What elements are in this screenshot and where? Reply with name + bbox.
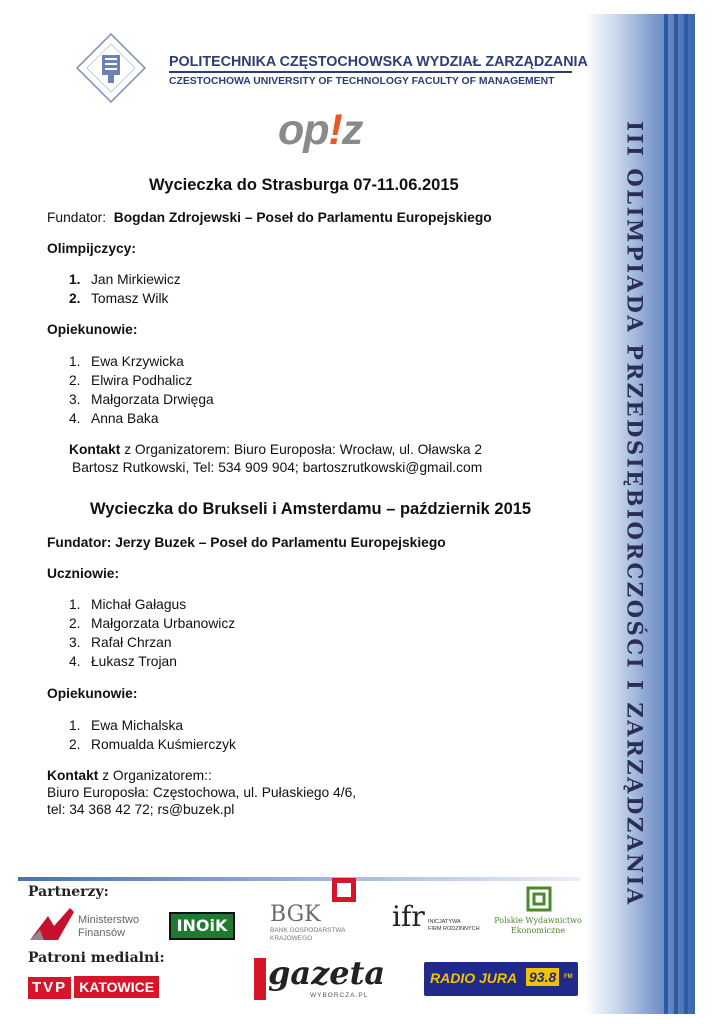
gazeta-sub: WYBORCZA.PL [310, 992, 369, 999]
banner-stripe [684, 14, 688, 1014]
trip1-participants-label: Olimpijczycy: [47, 241, 136, 256]
list-item: 1. Ewa Michalska [69, 718, 184, 733]
bgk-square-icon [332, 878, 356, 902]
trip2-contact-line1: Kontakt z Organizatorem:: [47, 768, 212, 783]
list-item: 2. Tomasz Wilk [69, 291, 169, 306]
opz-logo: op!z [278, 106, 363, 154]
trip2-contact-line3: tel: 34 368 42 72; rs@buzek.pl [47, 802, 235, 817]
ministry-line2: Finansów [78, 927, 126, 939]
list-item: 1. Jan Mirkiewicz [69, 272, 181, 287]
pwe-line2: Ekonomiczne [510, 926, 566, 935]
trip1-guardians-label: Opiekunowie: [47, 322, 138, 337]
radio-jura-logo [424, 962, 578, 996]
ifr-name: ifr [392, 900, 425, 933]
trip2-funder: Fundator: Jerzy Buzek – Poseł do Parlamentu Europejskiego [47, 535, 446, 550]
university-name-pl: POLITECHNIKA CZĘSTOCHOWSKA WYDZIAŁ ZARZĄDZANIA [169, 54, 588, 70]
inoik-logo: INOiK [169, 912, 235, 940]
banner-title: III OLIMPIADA PRZEDSIĘBIORCZOŚCI I ZARZĄDZANIA [622, 121, 648, 907]
katowice-mark: KATOWICE [74, 976, 159, 998]
radio-fm: FM [564, 974, 573, 980]
bgk-sub2: KRAJOWEGO [270, 935, 313, 942]
trip2-title: Wycieczka do Brukseli i Amsterdamu – październik 2015 [90, 500, 532, 518]
trip1-contact-line2: Bartosz Rutkowski, Tel: 534 909 904; bartoszrutkowski@gmail.com [72, 460, 483, 475]
pwe-line1: Polskie Wydawnictwo [494, 916, 582, 925]
trip1-funder: Fundator: Bogdan Zdrojewski – Poseł do Parlamentu Europejskiego [47, 210, 492, 225]
university-logo [70, 27, 152, 109]
list-item: 2. Elwira Podhalicz [69, 373, 193, 388]
header-divider [169, 71, 572, 73]
list-item: 2. Małgorzata Urbanowicz [69, 616, 236, 631]
partners-label: Partnerzy: [28, 884, 109, 900]
trip1-contact-line1: Kontakt z Organizatorem: Biuro Europosła: Wrocław, ul. Oławska 2 [69, 442, 483, 457]
pwe-logo [492, 886, 584, 942]
list-item: 3. Małgorzata Drwięga [69, 392, 214, 407]
trip2-guardians-label: Opiekunowie: [47, 686, 138, 701]
list-item: 4. Łukasz Trojan [69, 654, 177, 669]
list-item: 3. Rafał Chrzan [69, 635, 172, 650]
list-item: 2. Romualda Kuśmierczyk [69, 737, 236, 752]
trip1-title: Wycieczka do Strasburga 07-11.06.2015 [149, 176, 459, 194]
tvp-katowice-logo [28, 976, 159, 998]
media-patrons-label: Patroni medialni: [28, 950, 165, 966]
pwe-emblem-icon [526, 886, 552, 912]
ifr-sub1: INICJATYWA [428, 919, 461, 925]
ifr-logo [392, 900, 492, 938]
gazeta-name: gazeta [268, 954, 386, 992]
university-name-en: CZESTOCHOWA UNIVERSITY OF TECHNOLOGY FACULTY OF MANAGEMENT [169, 76, 555, 87]
gazeta-logo [254, 954, 386, 1006]
trip2-participants-label: Uczniowie: [47, 566, 120, 581]
side-banner [585, 14, 695, 1014]
gazeta-bar-icon [254, 958, 266, 1000]
bgk-sub1: BANK GOSPODARSTWA [270, 927, 346, 934]
list-item: 1. Michał Gałagus [69, 597, 187, 612]
bgk-logo [262, 878, 362, 944]
ministry-emblem-icon [30, 906, 78, 942]
ifr-sub2: FIRM RODZINNYCH [428, 926, 480, 932]
trip2-contact-line2: Biuro Europosła: Częstochowa, ul. Pułaskiego 4/6, [47, 785, 357, 800]
list-item: 4. Anna Baka [69, 411, 159, 426]
list-item: 1. Ewa Krzywicka [69, 354, 184, 369]
radio-name: RADIO JURA [430, 970, 518, 986]
tvp-mark: TVP [28, 977, 71, 999]
ministry-line1: Ministerstwo [78, 914, 140, 926]
banner-stripe [664, 14, 668, 1014]
banner-stripe [674, 14, 678, 1014]
radio-frequency: 93.8 [526, 968, 559, 986]
bgk-name: BGK [270, 902, 321, 927]
